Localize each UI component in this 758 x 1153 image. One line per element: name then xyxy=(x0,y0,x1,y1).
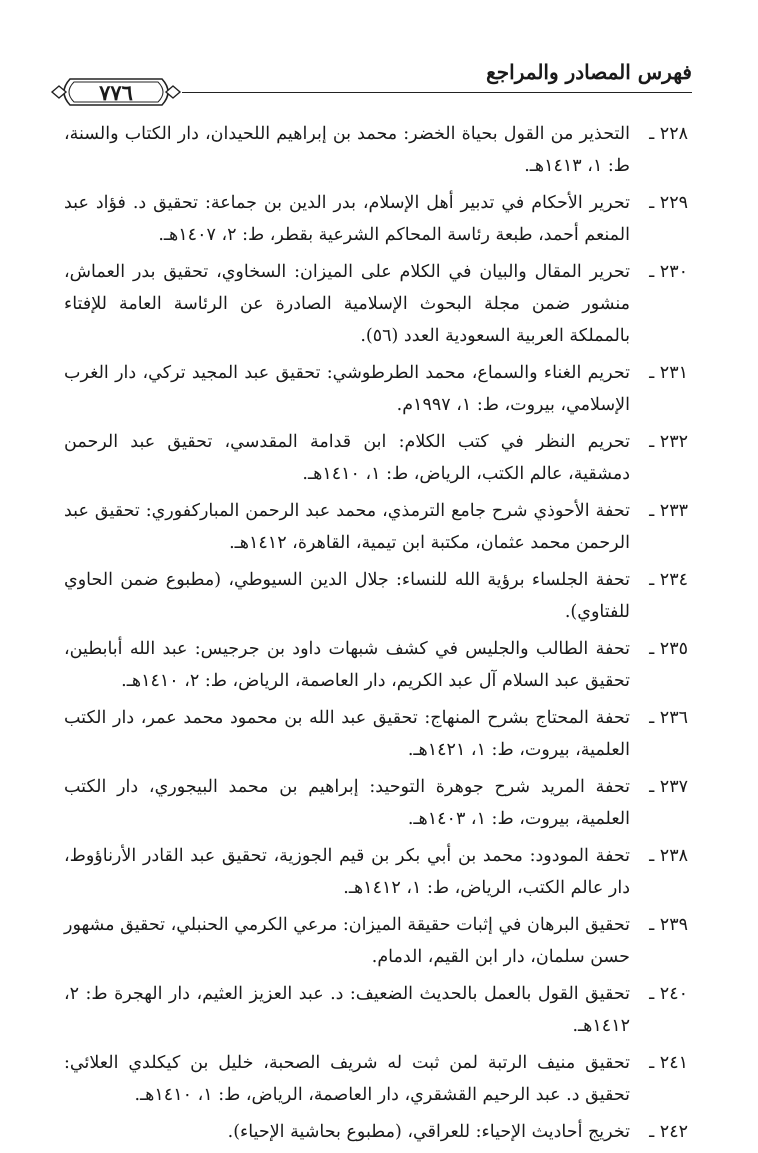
entry-number: ٢٤٠ ـ xyxy=(649,984,688,1004)
entry-number: ٢٢٨ ـ xyxy=(649,124,688,144)
page-header xyxy=(50,58,692,106)
bibliography-entry xyxy=(64,909,688,973)
running-title: فهرس المصادر والمراجع xyxy=(486,60,692,84)
bibliography-entry xyxy=(64,840,688,904)
entry-number: ٢٣٦ ـ xyxy=(649,708,688,728)
bibliography-entry xyxy=(64,187,688,251)
entry-number: ٢٣٠ ـ xyxy=(649,262,688,282)
entry-text: تحفة المودود: محمد بن أبي بكر بن قيم الجوزية، تحقيق عبد القادر الأرناؤوط، دار عالم الكتب، الرياض، ط: ١، ١٤١٢هـ. xyxy=(64,846,630,898)
entry-text: تحرير الأحكام في تدبير أهل الإسلام، بدر الدين بن جماعة: تحقيق د. فؤاد عبد المنعم أحمد، طبعة رئاسة المحاكم الشرعية بقطر، ط: ٢، ١٤٠٧هـ. xyxy=(64,193,630,245)
entry-text: تحفة المحتاج بشرح المنهاج: تحقيق عبد الله بن محمود محمد عمر، دار الكتب العلمية، بيروت، ط: ١، ١٤٢١هـ. xyxy=(64,708,630,760)
entry-number: ٢٤٢ ـ xyxy=(649,1122,688,1142)
entry-number: ٢٣٩ ـ xyxy=(649,915,688,935)
entry-number: ٢٤١ ـ xyxy=(649,1053,688,1073)
entry-text: تحفة الأحوذي شرح جامع الترمذي، محمد عبد الرحمن المباركفوري: تحقيق عبد الرحمن محمد عثمان، مكتبة ابن تيمية، القاهرة، ١٤١٢هـ. xyxy=(64,501,630,553)
entry-text: تحقيق القول بالعمل بالحديث الضعيف: د. عبد العزيز العثيم، دار الهجرة ط: ٢، ١٤١٢هـ. xyxy=(64,984,630,1036)
page-number: ٧٧٦ xyxy=(99,80,133,105)
entry-text: التحذير من القول بحياة الخضر: محمد بن إبراهيم اللحيدان، دار الكتاب والسنة، ط: ١، ١٤١٣هـ. xyxy=(64,124,630,176)
entry-number: ٢٣٨ ـ xyxy=(649,846,688,866)
bibliography-list xyxy=(64,118,688,1153)
entry-text: تحريم الغناء والسماع، محمد الطرطوشي: تحقيق عبد المجيد تركي، دار الغرب الإسلامي، بيروت، ط: ١، ١٩٩٧م. xyxy=(64,363,630,415)
bibliography-entry xyxy=(64,1116,688,1148)
bibliography-entry xyxy=(64,978,688,1042)
entry-text: تحقيق البرهان في إثبات حقيقة الميزان: مرعي الكرمي الحنبلي، تحقيق مشهور حسن سلمان، دار ابن القيم، الدمام. xyxy=(64,915,630,967)
entry-number: ٢٣٢ ـ xyxy=(649,432,688,452)
entry-text: تحقيق منيف الرتبة لمن ثبت له شريف الصحبة، خليل بن كيكلدي العلائي: تحقيق د. عبد الرحيم القشقري، دار العاصمة، الرياض، ط: ١، ١٤١٠هـ. xyxy=(64,1053,630,1105)
entry-text: تحريم النظر في كتب الكلام: ابن قدامة المقدسي، تحقيق عبد الرحمن دمشقية، عالم الكتب، الرياض، ط: ١، ١٤١٠هـ. xyxy=(64,432,630,484)
bibliography-entry xyxy=(64,256,688,352)
entry-number: ٢٢٩ ـ xyxy=(649,193,688,213)
entry-text: تحرير المقال والبيان في الكلام على الميزان: السخاوي، تحقيق بدر العماش، منشور ضمن مجلة البحوث الإسلامية الصادرة عن الرئاسة العامة للإفتاء بالمملكة العربية السعودية العدد (٥٦). xyxy=(64,262,630,346)
bibliography-entry xyxy=(64,118,688,182)
bibliography-entry xyxy=(64,1047,688,1111)
bibliography-entry xyxy=(64,564,688,628)
bibliography-entry xyxy=(64,633,688,697)
entry-text: تحفة المريد شرح جوهرة التوحيد: إبراهيم بن محمد البيجوري، دار الكتب العلمية، بيروت، ط: ١، ١٤٠٣هـ. xyxy=(64,777,630,829)
bibliography-entry xyxy=(64,495,688,559)
bibliography-entry xyxy=(64,357,688,421)
bibliography-entry xyxy=(64,702,688,766)
bibliography-entry xyxy=(64,771,688,835)
entry-number: ٢٣٣ ـ xyxy=(649,501,688,521)
entry-text: تحفة الطالب والجليس في كشف شبهات داود بن جرجيس: عبد الله أبابطين، تحقيق عبد السلام آل عبد الكريم، دار العاصمة، الرياض، ط: ٢، ١٤١٠هـ. xyxy=(64,639,630,691)
entry-number: ٢٣٧ ـ xyxy=(649,777,688,797)
entry-number: ٢٣١ ـ xyxy=(649,363,688,383)
entry-text: تحفة الجلساء برؤية الله للنساء: جلال الدين السيوطي، (مطبوع ضمن الحاوي للفتاوي). xyxy=(64,570,630,622)
entry-text: تخريج أحاديث الإحياء: للعراقي، (مطبوع بحاشية الإحياء). xyxy=(227,1122,630,1142)
entry-number: ٢٣٥ ـ xyxy=(649,639,688,659)
entry-number: ٢٣٤ ـ xyxy=(649,570,688,590)
bibliography-entry xyxy=(64,426,688,490)
page-number-frame xyxy=(50,76,182,108)
